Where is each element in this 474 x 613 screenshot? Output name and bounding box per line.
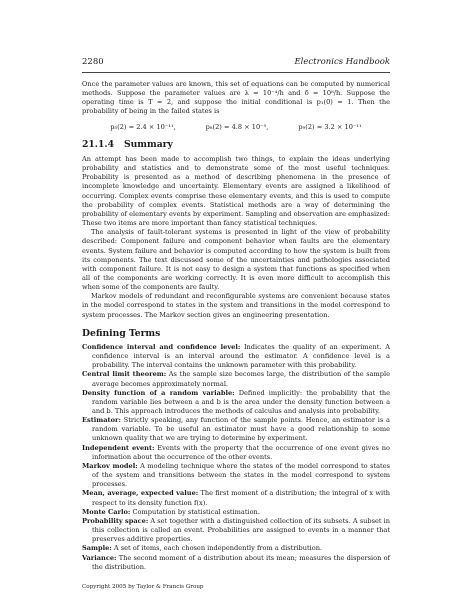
term-name: Confidence interval and confidence level: xyxy=(82,342,241,351)
term-entry xyxy=(82,416,390,443)
term-name: Density function of a random variable: xyxy=(82,388,235,397)
term-entry xyxy=(82,508,390,517)
section-title: Summary xyxy=(123,138,173,150)
defining-terms-heading: Defining Terms xyxy=(82,327,161,339)
term-entry xyxy=(82,370,390,388)
term-definition: As the sample size becomes large, the distribution of the sample average becomes approximately normal. xyxy=(92,370,390,388)
summary-paragraph: Markov models of redundant and reconfigurable systems are convenient because states in the model correspond to states in the system and transitions in the model correspond to system processes. The Markov section gives an engineering presentation. xyxy=(82,292,390,319)
term-definition: A modeling technique where the states of the model correspond to states of the system and transitions between the states in the model correspond to system processes. xyxy=(92,461,390,489)
equation: p₉(2) = 3.2 × 10⁻¹¹ xyxy=(298,122,362,131)
header-rule xyxy=(82,72,390,73)
term-name: Monte Carlo: xyxy=(82,507,131,516)
section-heading xyxy=(82,140,390,149)
term-name: Probability space: xyxy=(82,516,149,525)
term-name: Independent event: xyxy=(82,443,155,452)
failed-state-equations xyxy=(82,123,390,132)
page-body xyxy=(82,80,390,572)
term-entry xyxy=(82,444,390,462)
term-entry xyxy=(82,462,390,489)
term-definition: A set of items, each chosen independently from a distribution. xyxy=(113,544,323,553)
term-definition: Computation by statistical estimation. xyxy=(132,507,260,516)
term-entry xyxy=(82,554,390,572)
term-name: Variance: xyxy=(82,553,117,562)
page-number: 2280 xyxy=(82,57,104,67)
running-header xyxy=(82,57,390,69)
equation: p₈(2) = 4.8 × 10⁻⁵, xyxy=(205,122,269,131)
intro-paragraph: Once the parameter values are known, this set of equations can be computed by numerical methods. Suppose the parameter values are λ = 10⁻⁴/h and δ = 10⁸/h. Suppose the operating time is T = 2, and suppose the initial conditional is p₁(0) = 1. Then the probability of being in the failed states is xyxy=(82,80,390,116)
term-entry xyxy=(82,389,390,416)
term-definition: Events with the property that the occurrence of one event gives no information about the occurrence of the other events. xyxy=(92,443,390,461)
copyright-footer: Copyright 2005 by Taylor & Francis Group xyxy=(82,584,204,590)
term-name: Central limit theorem: xyxy=(82,370,167,379)
term-name: Mean, average, expected value: xyxy=(82,489,199,498)
summary-paragraph: An attempt has been made to accomplish two things, to explain the ideas underlying probability and statistics and to demonstrate some of the most useful techniques. Probability is presented as a method of describing phenomena in the presence of incomplete knowledge and uncertainty. Elementary events are assigned a likelihood of occurring. Complex events comprise these elementary events, and this is used to compute the probability of complex events. Statistical methods are a way of determining the probability of elementary events by experiment. Sampling and observation are emphasized: These two items are more important than fancy statistical techniques. xyxy=(82,154,390,228)
term-definition: Strictly speaking, any function of the sample points. Hence, an estimator is a random variable. To be useful an estimator must have a good relationship to some unknown quality that we are trying to determine by experiment. xyxy=(92,416,390,443)
term-definition: A set together with a distinguished collection of its subsets. A subset in this collection is called an event. Probabilities are assigned to events in a manner that preserves additive properties. xyxy=(92,516,390,544)
term-definition: Indicates the quality of an experiment. A confidence interval is an interval around the estimator. A confidence level is a probability. The interval contains the unknown parameter with this probability. xyxy=(92,342,390,370)
term-entry xyxy=(82,544,390,553)
term-entry xyxy=(82,489,390,507)
summary-paragraph: The analysis of fault-tolerant systems is presented in light of the view of probability described: Component failure and component behavior when faults are the elementary events. System failure and behavior is computed according to how the system is built from its components. The text discussed some of the uncertainties and pathologies associated with component failure. It is not easy to design a system that functions as specified when all of the components are working correctly. It is even more difficult to accomplish this when some of the components are faulty. xyxy=(82,228,390,292)
term-definition: Defined implicitly: the probability that the random variable lies between a and b is the area under the density function between a and b. This approach introduces the methods of calculus and analysis into probability. xyxy=(92,388,390,415)
book-title: Electronics Handbook xyxy=(294,57,390,67)
term-definition: The second moment of a distribution about its mean; measures the dispersion of the distribution. xyxy=(92,553,390,571)
term-entry xyxy=(82,343,390,370)
term-name: Sample: xyxy=(82,544,112,553)
term-entry xyxy=(82,517,390,544)
section-number: 21.1.4 xyxy=(82,138,114,150)
term-name: Estimator: xyxy=(82,416,121,425)
equation: p₅(2) = 2.4 × 10⁻¹¹, xyxy=(110,122,176,131)
term-definition: The first moment of a distribution; the integral of x with respect to its density function f(x). xyxy=(92,489,390,507)
term-name: Markov model: xyxy=(82,461,138,470)
